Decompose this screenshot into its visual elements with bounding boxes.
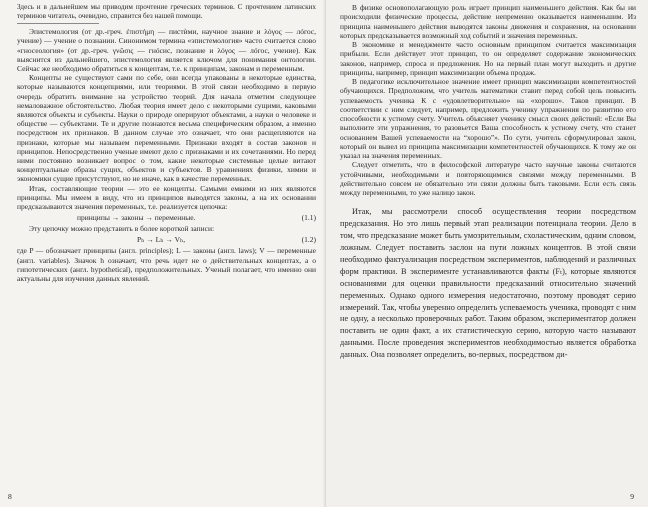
- page-number-right: 9: [630, 492, 634, 501]
- paragraph-legend: где P — обозначает принципы (англ. principles); L — законы (англ. laws); V — переменные (англ. variables). Значок h означает, что речь идет не о действительных концептах, а о гипотетических (англ. hypothetical), предположительных. Ученый полагает, что именно они актуальны для изучения данных явлений.: [17, 246, 316, 283]
- footnote-rule: [17, 23, 99, 24]
- right-page: [326, 0, 648, 507]
- formula-1-1-number: (1.1): [301, 213, 316, 223]
- paragraph-concepts: Концепты не существуют сами по себе, они всегда упакованы в некоторые единства, которые называются концепциями, или теориями. В этой связи необходимо в первую очередь обратить внимание на устройство теорий. Для начала отметим следующее немаловажное обстоятельство. Любая теория имеет дело с некоторыми сущими, каковыми являются объекты и субъекты. Науки о природе оперируют объектами, а науки о человеке и обществе — субъектами. Те и другие познаются весьма специфическим образом, а именно посредством их признаков. В данном случае это означает, что они расщепляются на признаки, которые мы называем переменными. Признаки входят в состав законов и принципов. Непосредственно ученые имеют дело с признаками и их сочетаниями. Но перед ними постоянно возникает вопрос о том, какие некоторые системные целые витают концептуальные образы сущих, объектов и субъектов. В уравнениях физики, химии и экономики сущие присутствуют, но не иначе, как в качестве переменных.: [17, 73, 316, 184]
- paragraph-pedagogy: В педагогике исключительное значение имеет принцип максимизации компетентностей обучающихся. Предположим, что учитель математики ставит перед собой цель повысить успеваемость ученика К с «удовлетворительно» на «хорошо». Таков принцип. В соответствии с ним следует, например, предложить ученику упражнения по развитию его способности к устному счету. Учитель объясняет ученику смысл своих действий: «Если Вы выполните эти упражнения, то разовьется Ваша способность к устному счету, что станет основанием Вашей успеваемости на “хорошо”». По сути, учитель сформулировал закон, который он вывел из принципа максимизации компетентностей обучающихся. К тому же он указал на значения переменных.: [340, 77, 636, 160]
- formula-1-2-text: Pₕ → Lₕ → Vₕ,: [137, 235, 186, 245]
- paragraph-economics: В экономике и менеджменте часто основным принципом считается максимизация прибыли. Если действует этот принцип, то он определяет содержание экономических законов, например, спроса и предложения. Но на первый план могут выходить и другие принципы, например, принцип максимизации объема продаж.: [340, 40, 636, 77]
- paragraph-prediction: Итак, мы рассмотрели способ осуществления теории посредством предсказания. Но это лишь первый этап реализации потенциала теории. Дело в том, что предсказание может быть умозрительным, схоластическим, одним словом, ложным. Следует поставить заслон на пути ложных концептов. В этой связи необходимо фактуализация посредством экспериментов, наблюдений и различных форм практики. В эксперименте устанавливаются факты (Fₜ), которые являются основаниями для оценки правильности предсказаний относительно значений переменных. Однако одного измерения недостаточно, поэтому проводят серию измерений. Так, чтобы уверенно определить успеваемость ученика, проводят с ним не одну, а несколько проверочных работ. Таким образом, экспериментатор должен поставить не один факт, а их статистическую серию, которую часто называют данными. После проведения экспериментов необходимостью является обработка данных. Она позволяет определить, во-первых, посредством ди-: [340, 207, 636, 360]
- paragraph-laws-note: Следует отметить, что в философской литературе часто научные законы считаются устойчивыми, необходимыми и повторяющимися связями между переменными. В действительно совсем не обязательно эти связи должны быть таковыми. Если есть связь между переменными, то уже налицо закон.: [340, 160, 636, 197]
- page-number-left: 8: [8, 492, 12, 501]
- formula-1-1: [17, 211, 316, 224]
- paragraph-short-notation: Эту цепочку можно представить в более короткой записи:: [29, 224, 215, 234]
- formula-1-1-text: принципы → законы → переменные.: [77, 213, 196, 223]
- paragraph-physics: В физике основополагающую роль играет принцип наименьшего действия. Как бы ни происходили физические процессы, действие непременно оказывается наименьшим. Из принципа наименьшего действия выводятся законы движения и сохранения, на основании которых предсказывается возможный ход событий и значения переменных.: [340, 3, 636, 40]
- section-gap: [340, 197, 636, 206]
- footnote: Здесь и в дальнейшем мы приводим прочтение греческих терминов. С прочтением латинских терминов читатель, очевидно, справится без нашей помощи.: [17, 3, 316, 21]
- formula-1-2-number: (1.2): [301, 235, 316, 245]
- paragraph-epistemology: Эпистемология (от др.-греч. ἐπιστήμη — пистѝми, научное знание и λόγος — лóгос, учение) — учение о познании. Синонимом термина «эпистемология» часто считается слово «гносеология» (от др.-греч. γνῶσις — гнóсис, познание и λόγος — лóгос, учение). Как выяснится из дальнейшего, эпистемология является ключом для понимания онтологии. Сейчас же необходимо обратиться к концептам, т.е. к принципам, законам и переменным.: [17, 27, 316, 73]
- formula-1-2: [17, 233, 316, 246]
- paragraph-principles: Итак, составляющие теории — это ее концепты. Самыми емкими из них являются принципы. Мы имеем в виду, что из принципов выводятся законы, а на их основании предсказываются значения переменных, т.е. реализуется цепочка:: [17, 183, 316, 211]
